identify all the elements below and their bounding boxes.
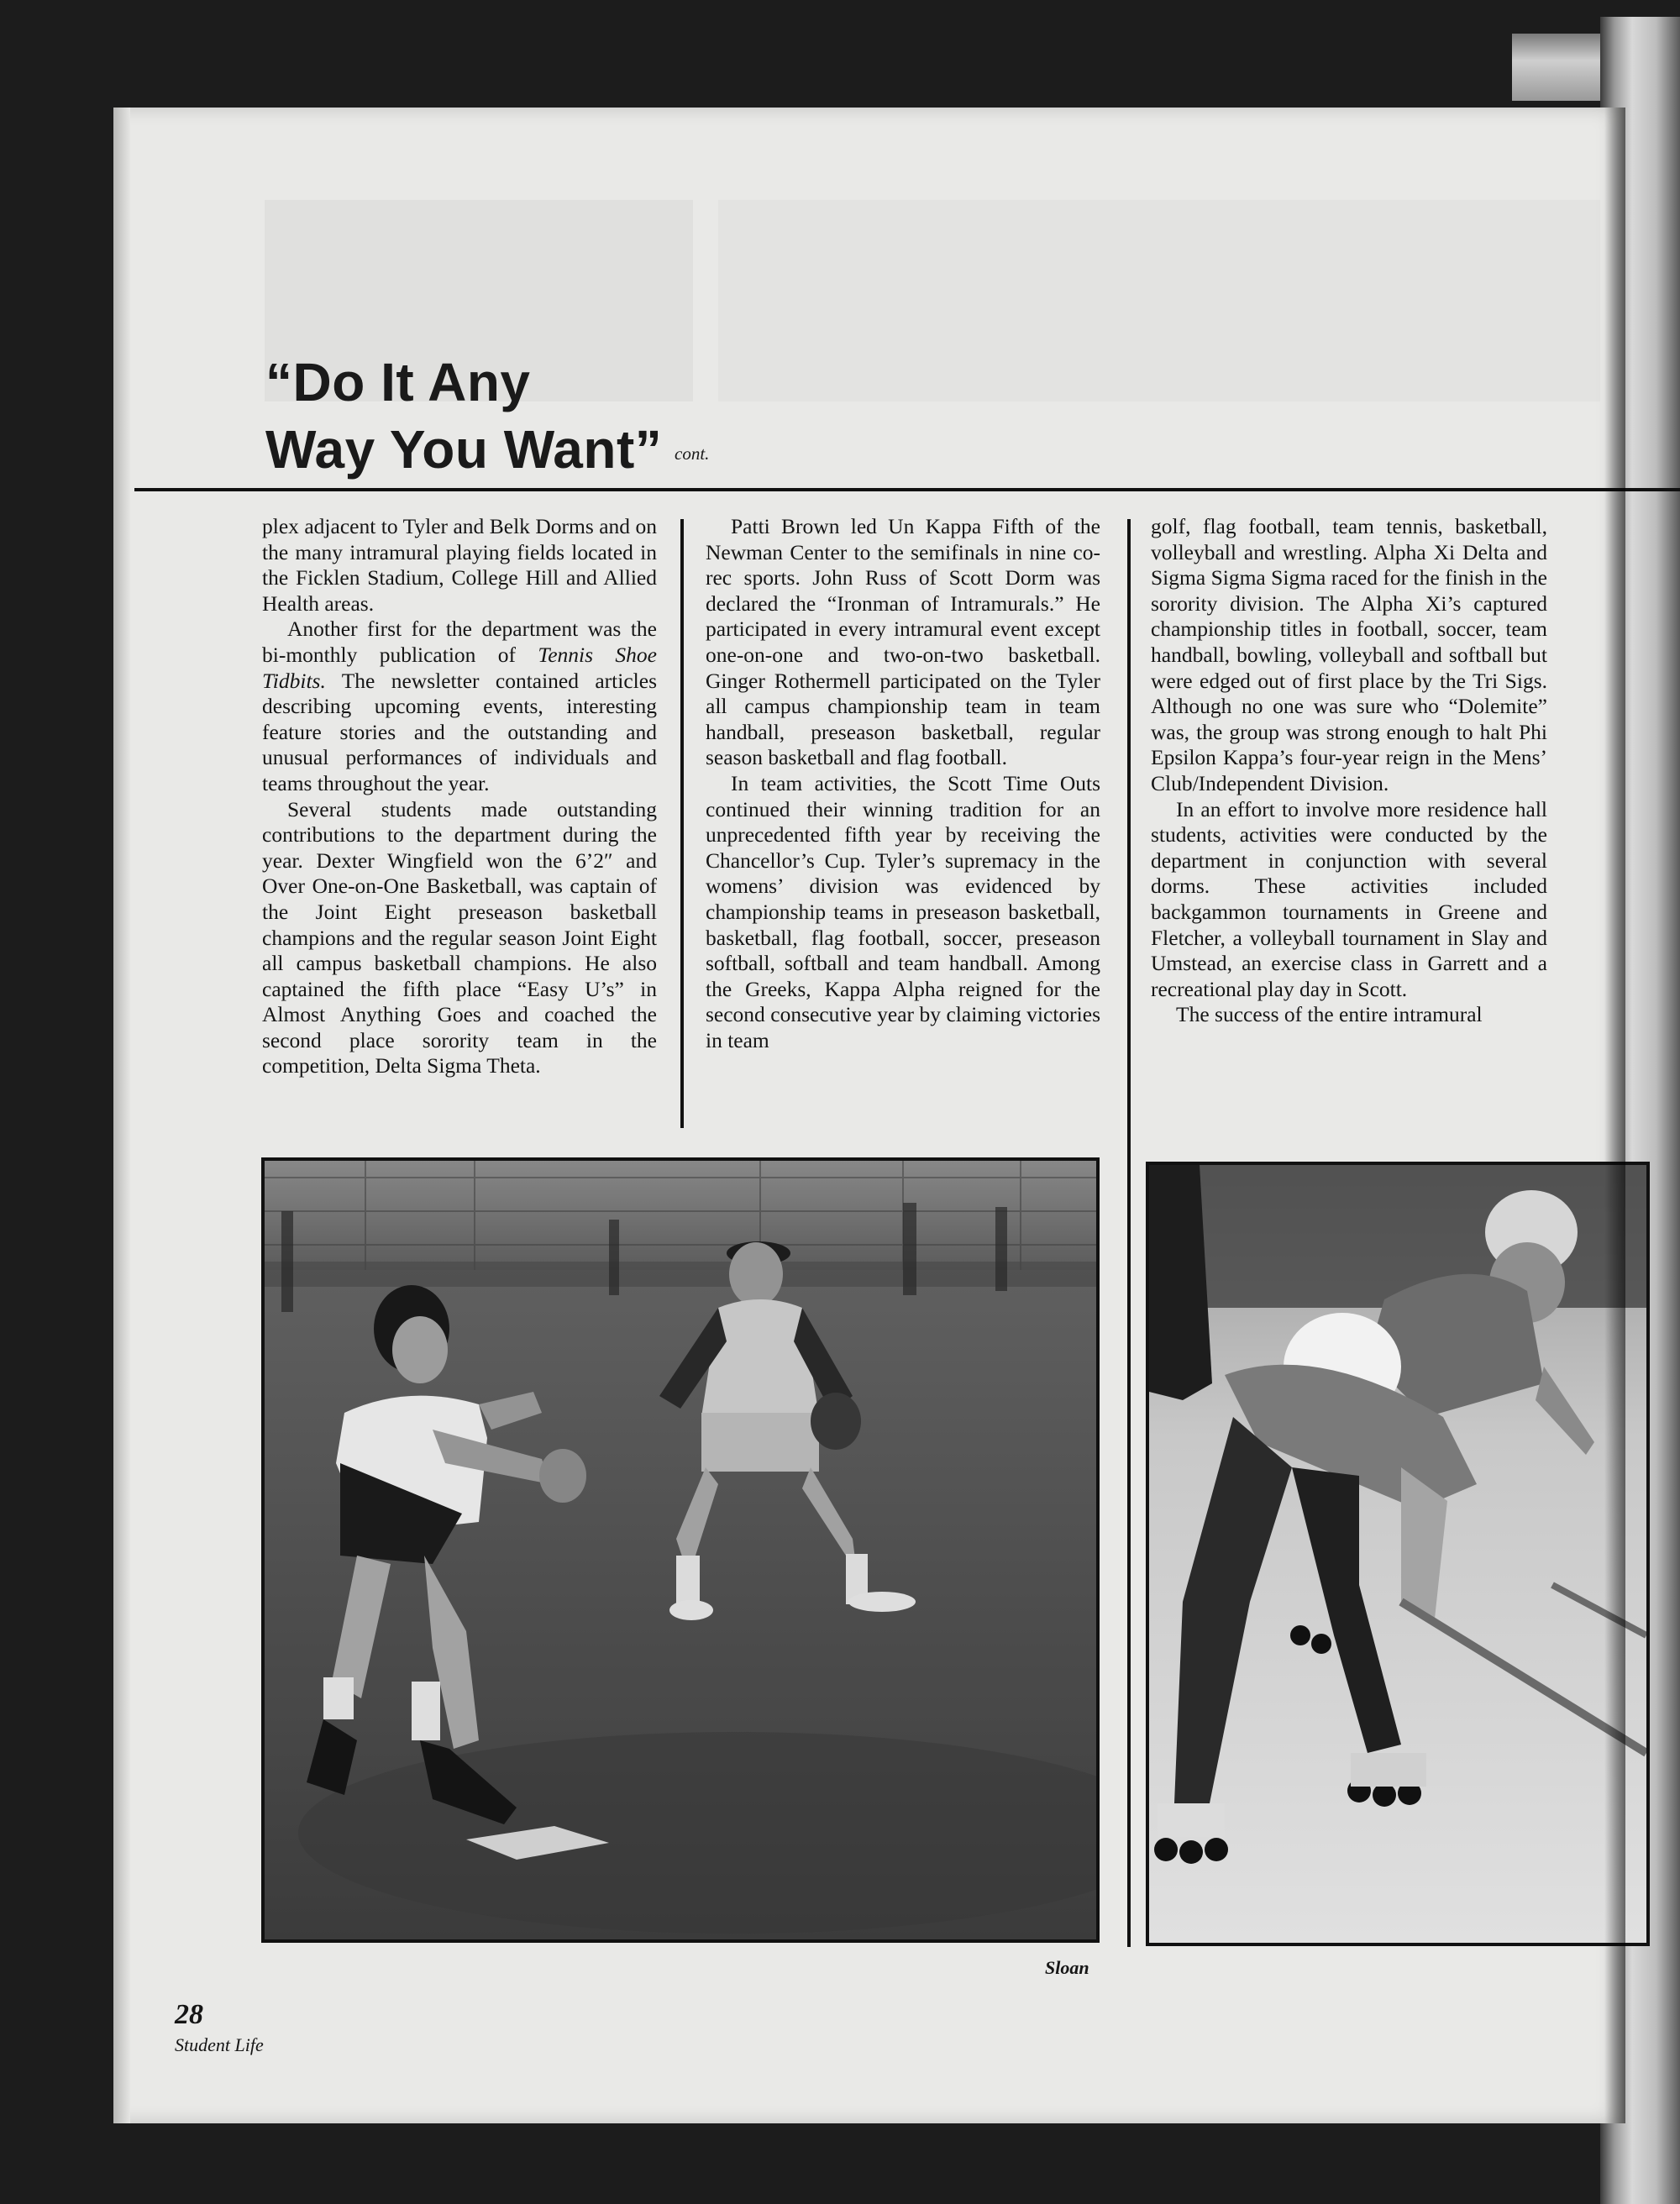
title-line-1: “Do It Any [265, 352, 531, 412]
text-column-1 [262, 514, 657, 1079]
column-divider [1127, 519, 1131, 1947]
paragraph: The success of the entire intramural [1176, 1002, 1483, 1027]
paragraph: golf, flag football, team tennis, basketball, volleyball and wrestling. Alpha Xi Delta and Sigma Sigma Sigma raced for the finish in the sorority division. The Alpha Xi’s captured championship titles in football, soccer, team handball, bowling, volleyball and softball but were edged out of first place by the Tri Sigs. Although no one was sure who “Dolemite” was, the group was strong enough to halt Phi Epsilon Kappa’s four-year reign in the Mens’ Club/Independent Division. [1151, 514, 1547, 795]
gutter-shadow [1604, 108, 1625, 2123]
continued-label: cont. [675, 443, 710, 464]
paragraph: plex adjacent to Tyler and Belk Dorms and on the many intramural playing fields located in the Ficklen Stadium, College Hill and Allied Health areas. [262, 514, 657, 616]
page-number: 28 [175, 1999, 203, 2030]
paragraph [262, 617, 657, 796]
paragraph: Several students made outstanding contributions to the department during the year. Dexter Wingfield won the 6’2″ and Over One-on-One Basketball, was captain of the Joint Eight preseason basketball champions and the regular season Joint Eight all campus basketball champions. He also captained the fifth place “Easy U’s” in Almost Anything Goes and coached the second place sorority team in the competition, Delta Sigma Theta. [262, 796, 657, 1078]
paragraph-text: The newsletter contained articles describing upcoming events, interesting feature stories and the outstanding and unusual performances of individuals and teams throughout the year. [262, 668, 657, 795]
roller-skate-photo [1146, 1162, 1650, 1946]
article-title [265, 349, 662, 483]
section-name: Student Life [175, 2034, 264, 2055]
page-left-edge [113, 108, 130, 2123]
paragraph: Patti Brown led Un Kappa Fifth of the Newman Center to the semifinals in nine co-rec sports. John Russ of Scott Dorm was declared the “Ironman of Intramurals.” He participated in every intramural event except one-on-one and two-on-two basketball. Ginger Rothermell participated on the Tyler all campus championship team in team handball, preseason basketball, regular season basketball and flag football. [706, 514, 1100, 770]
publication-title: Tennis Shoe Tidbits. [262, 642, 657, 693]
paragraph: In team activities, the Scott Time Outs continued their winning tradition for an unprecedented fifth year by receiving the Chancellor’s Cup. Tyler’s supremacy in the womens’ division was evidenced by championship teams in preseason basketball, basketball, flag football, soccer, preseason softball, softball and team handball. Among the Greeks, Kappa Alpha reigned for the second consecutive year by claiming victories in team [706, 770, 1100, 1052]
text-column-2 [706, 514, 1100, 1053]
paragraph-text: Another first for the department was the bi-monthly publication of [262, 617, 657, 667]
header-rule [134, 488, 1680, 491]
title-line-2: Way You Want” [265, 419, 663, 480]
softball-photo [261, 1157, 1100, 1943]
text-column-3 [1151, 514, 1547, 1028]
bleed-through-ghost [718, 200, 1600, 401]
softball-photo-image [265, 1161, 1096, 1939]
column-divider [680, 519, 684, 1128]
roller-skate-photo-image [1149, 1165, 1646, 1943]
photo-credit: Sloan [1045, 1957, 1089, 1978]
paragraph: In an effort to involve more residence hall students, activities were conducted by the department in conjunction with several dorms. These activities included backgammon tournaments in Greene and Fletcher, a volleyball tournament in Slay and Umstead, an exercise class in Garrett and a recreational play day in Scott. [1151, 796, 1547, 1001]
